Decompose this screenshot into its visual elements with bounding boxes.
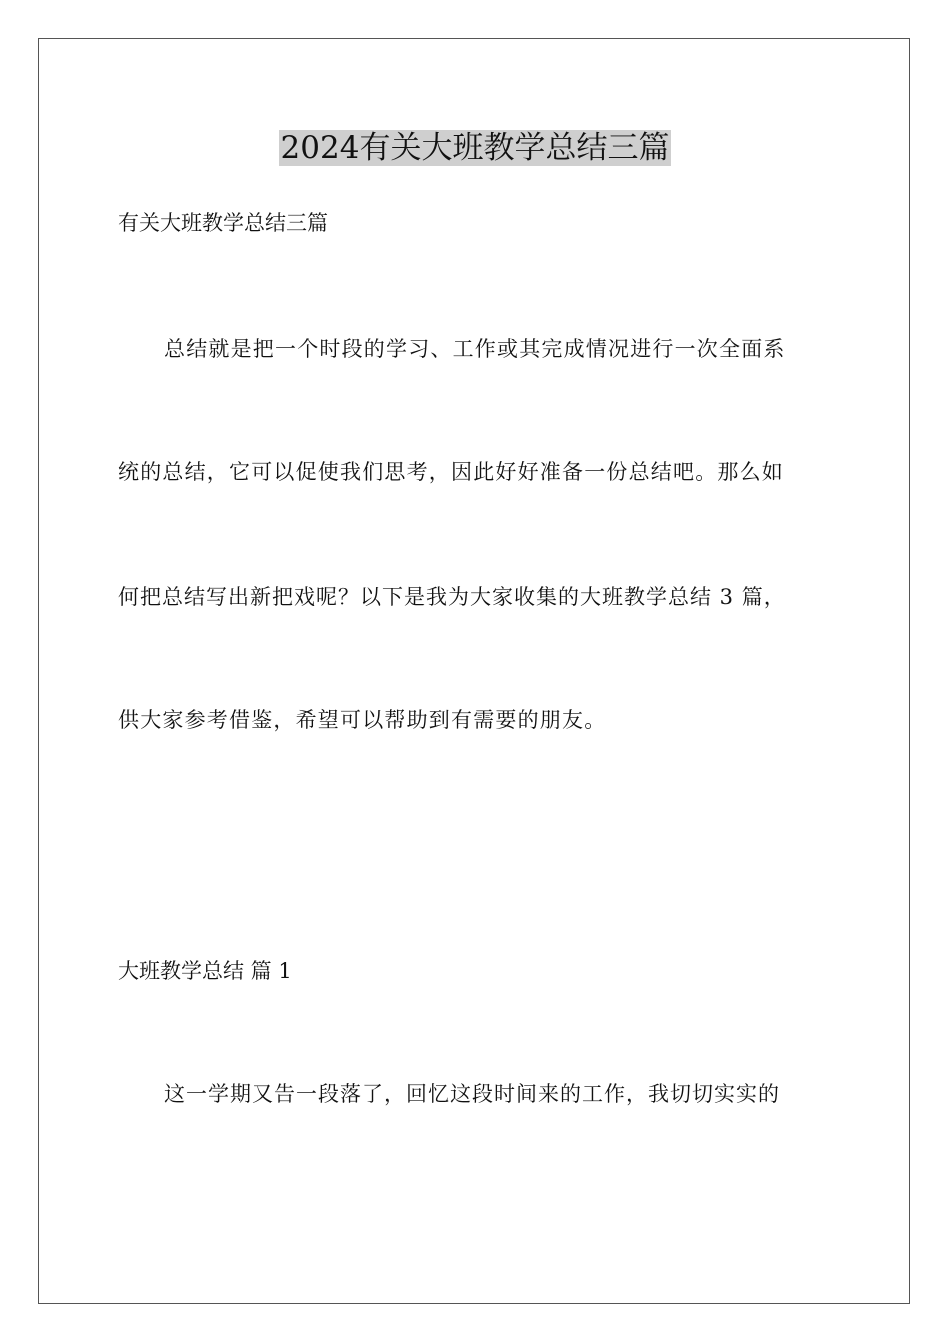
document-title [0, 126, 950, 170]
section-line-1: 这一学期又告一段落了，回忆这段时间来的工作，我切切实实的 [164, 1082, 780, 1106]
section-heading: 大班教学总结 篇 1 [118, 959, 292, 983]
document-subtitle: 有关大班教学总结三篇 [118, 211, 328, 235]
intro-line-3: 何把总结写出新把戏呢？以下是我为大家收集的大班教学总结 3 篇， [118, 585, 786, 609]
intro-line-2: 统的总结，它可以促使我们思考，因此好好准备一份总结吧。那么如 [118, 460, 784, 484]
document-title-text: 2024有关大班教学总结三篇 [280, 130, 670, 166]
intro-line-1: 总结就是把一个时段的学习、工作或其完成情况进行一次全面系 [164, 337, 786, 361]
intro-line-4: 供大家参考借鉴，希望可以帮助到有需要的朋友。 [118, 708, 607, 732]
